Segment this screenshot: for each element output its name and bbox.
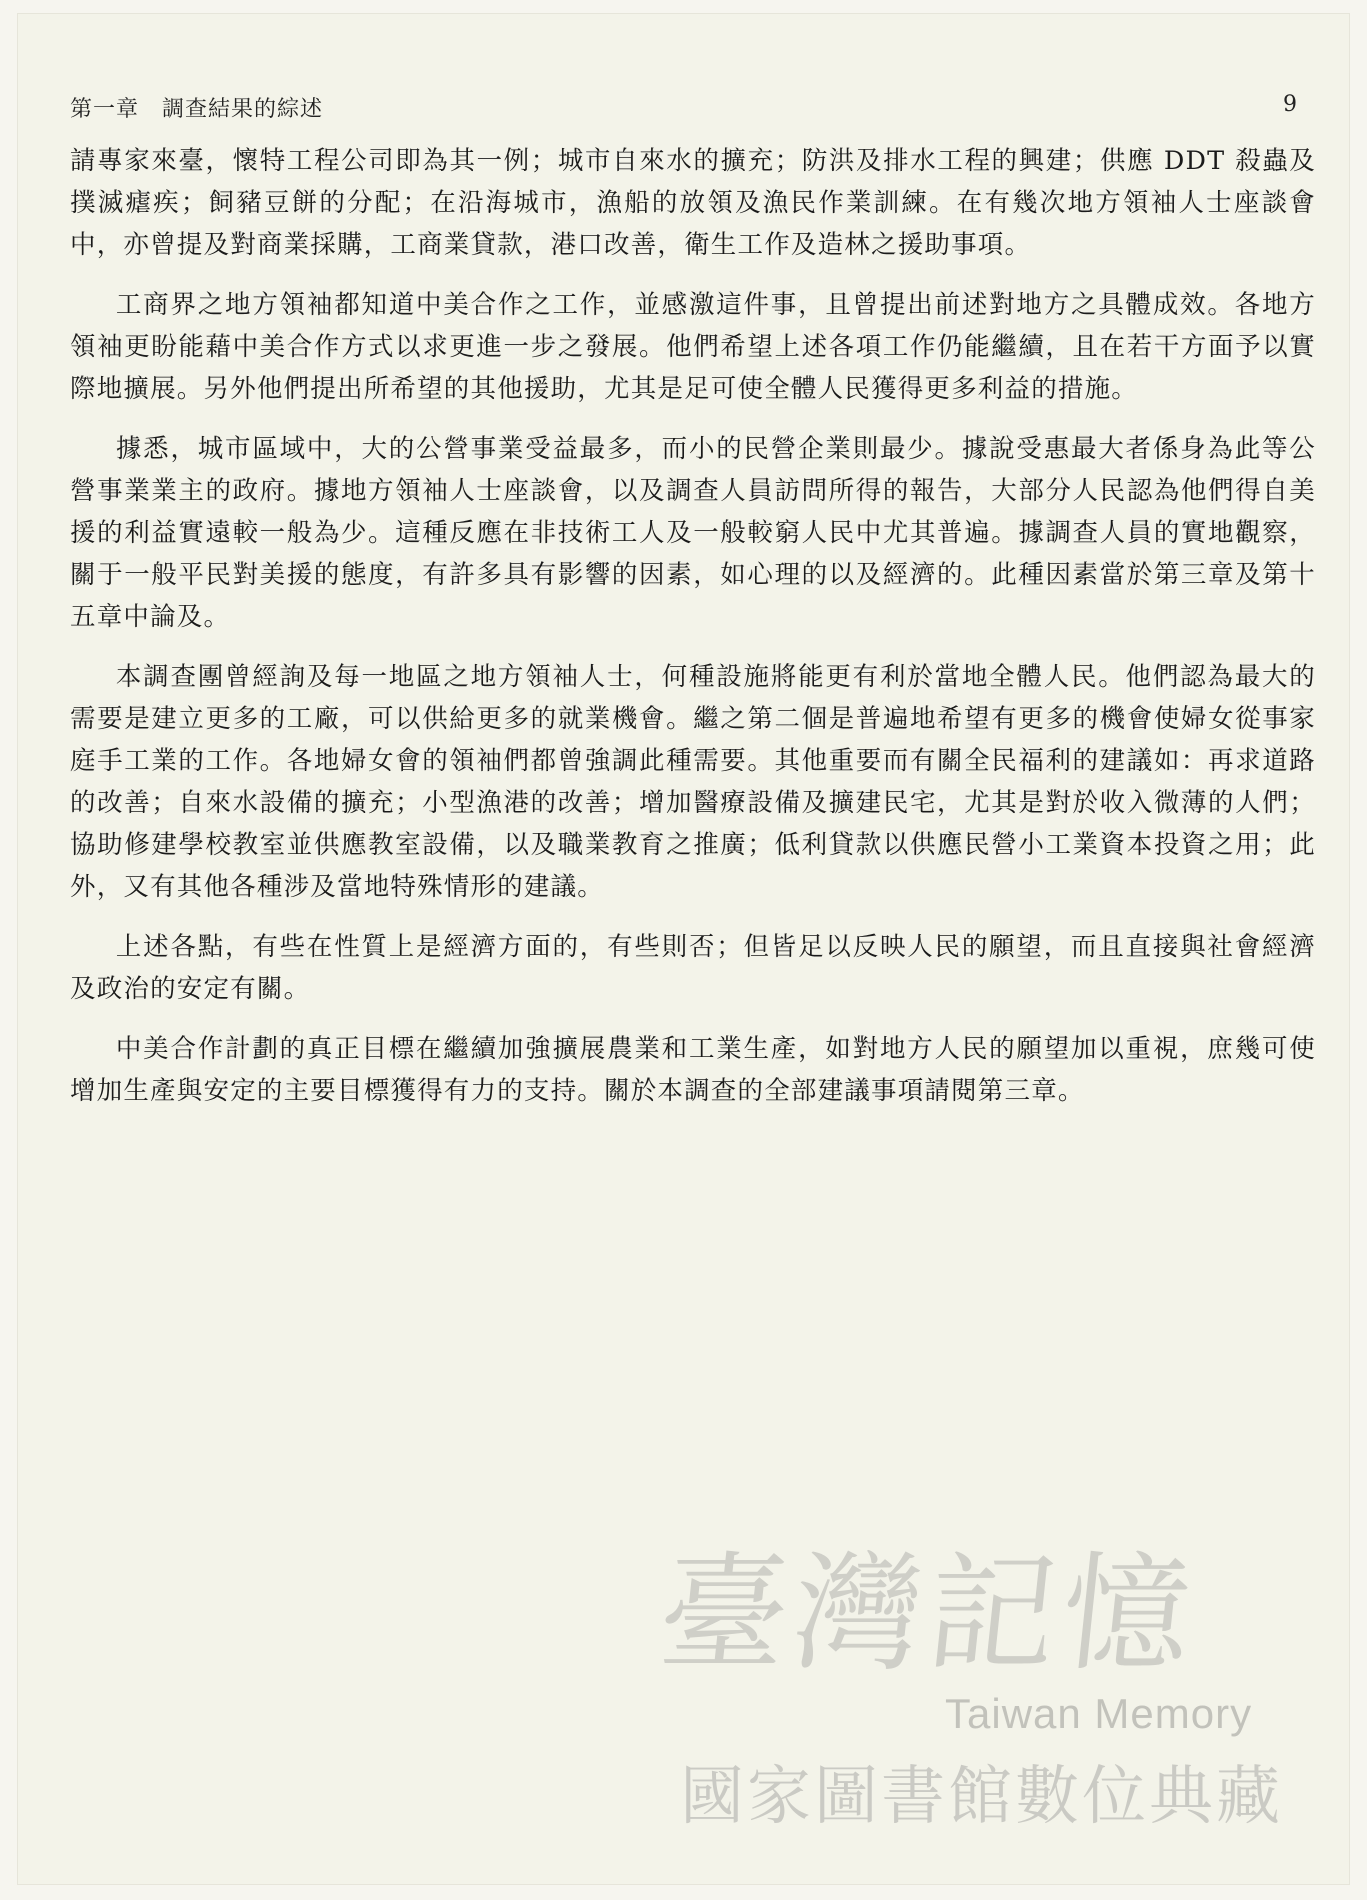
- watermark-calligraphy: 臺灣記憶: [652, 1540, 1204, 1689]
- paragraph: 據悉，城市區域中，大的公營事業受益最多，而小的民營企業則最少。據說受惠最大者係身為此等公營事業業主的政府。據地方領袖人士座談會，以及調查人員訪問所得的報告，大部分人民認為他們得自美援的利益實遠較一般為少。這種反應在非技術工人及一般較窮人民中尤其普遍。據調查人員的實地觀察，關于一般平民對美援的態度，有許多具有影響的因素，如心理的以及經濟的。此種因素當於第三章及第十五章中論及。: [70, 434, 1316, 632]
- paragraph: 工商界之地方領袖都知道中美合作之工作，並感激這件事，且曾提出前述對地方之具體成效。各地方領袖更盼能藉中美合作方式以求更進一步之發展。他們希望上述各項工作仍能繼續，且在若干方面予以實際地擴展。另外他們提出所希望的其他援助，尤其是足可使全體人民獲得更多利益的措施。: [70, 290, 1316, 404]
- watermark-library-name: 國家圖書館數位典藏: [680, 1760, 1283, 1834]
- page-number: 9: [1283, 92, 1297, 117]
- running-header: [70, 92, 1297, 122]
- taiwan-memory-watermark: [652, 1540, 1300, 1840]
- body-text: [70, 140, 1316, 1130]
- paragraph: 請專家來臺，懷特工程公司即為其一例；城市自來水的擴充；防洪及排水工程的興建；供應 DDT 殺蟲及撲滅瘧疾；飼豬豆餅的分配；在沿海城市，漁船的放領及漁民作業訓練。在有幾次地方領袖人士座談會中，亦曾提及對商業採購，工商業貸款，港口改善，衛生工作及造林之援助事項。: [70, 146, 1316, 260]
- paragraph: 本調查團曾經詢及每一地區之地方領袖人士，何種設施將能更有利於當地全體人民。他們認為最大的需要是建立更多的工廠，可以供給更多的就業機會。繼之第二個是普遍地希望有更多的機會使婦女從事家庭手工業的工作。各地婦女會的領袖們都曾強調此種需要。其他重要而有關全民福利的建議如：再求道路的改善；自來水設備的擴充；小型漁港的改善；增加醫療設備及擴建民宅，尤其是對於收入微薄的人們；協助修建學校教室並供應教室設備，以及職業教育之推廣；低利貸款以供應民營小工業資本投資之用；此外，又有其他各種涉及當地特殊情形的建議。: [70, 662, 1316, 902]
- paragraph: 上述各點，有些在性質上是經濟方面的，有些則否；但皆足以反映人民的願望，而且直接與社會經濟及政治的安定有關。: [70, 932, 1316, 1004]
- chapter-title: 第一章 調查結果的綜述: [70, 97, 324, 122]
- paragraph: 中美合作計劃的真正目標在繼續加強擴展農業和工業生產，如對地方人民的願望加以重視，庶幾可使增加生產與安定的主要目標獲得有力的支持。關於本調查的全部建議事項請閱第三章。: [70, 1034, 1316, 1106]
- watermark-english: Taiwan Memory: [945, 1690, 1253, 1737]
